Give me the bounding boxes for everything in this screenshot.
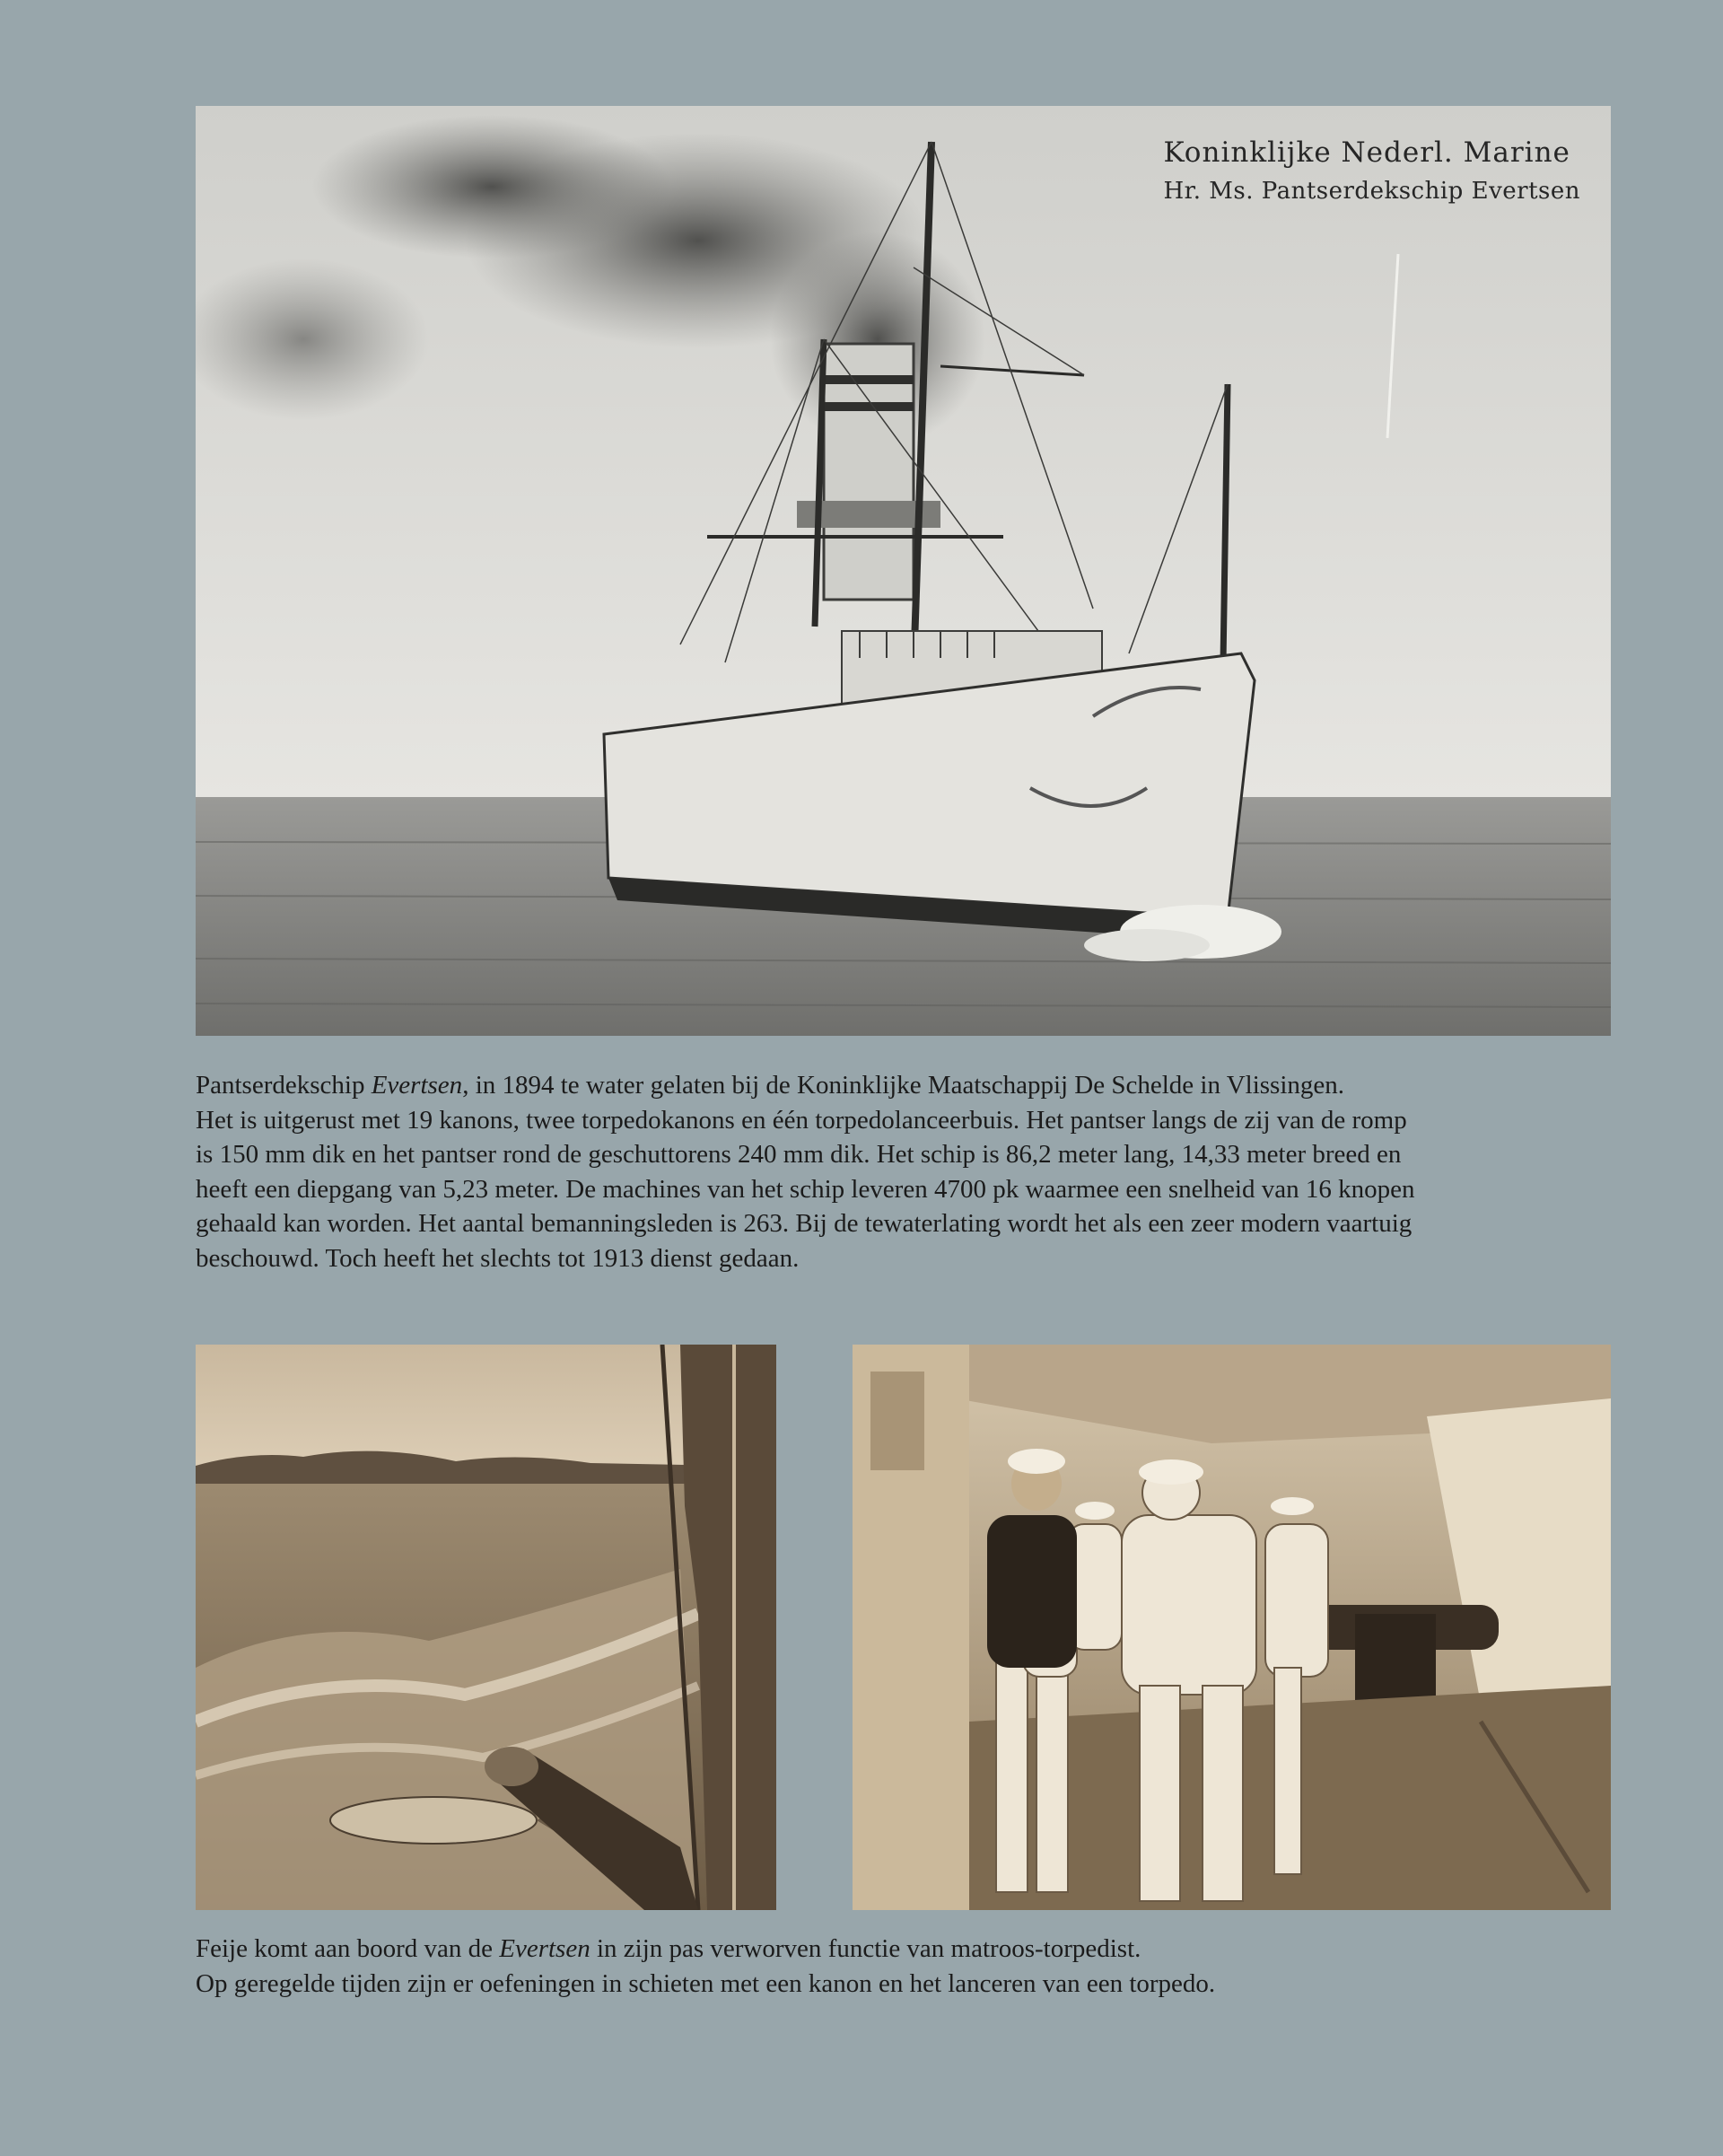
ship-caption [196,1068,1578,1275]
ship-caption-line-4: heeft een diepgang van 5,23 meter. De machines van het schip leveren 4700 pk waarmee een snelheid van 16 knopen [196,1174,1415,1204]
caption-text: in zijn pas verworven functie van matroos-torpedist. [590,1934,1141,1963]
ship-name-italic: Evertsen [371,1071,463,1100]
gun-crew-photo [853,1345,1611,1910]
warship-image [196,106,1611,1036]
ship-caption-line-2: Het is uitgerust met 19 kanons, twee torpedokanons en één torpedolanceerbuis. Het pantser langs de zij van de romp [196,1105,1407,1135]
postcard-inscription [1163,136,1580,205]
ship-name-italic: Evertsen [499,1934,590,1963]
torpedo-image [196,1345,776,1910]
ship-caption-line-5: gehaald kan worden. Het aantal bemanningsleden is 263. Bij de tewaterlating wordt het als een zeer modern vaartuig [196,1209,1413,1238]
crew-caption [196,1932,1578,2001]
ship-caption-line-3: is 150 mm dik en het pantser rond de geschuttorens 240 mm dik. Het schip is 86,2 meter lang, 14,33 meter breed en [196,1140,1402,1169]
ship-caption-line-6: beschouwd. Toch heeft het slechts tot 1913 dienst gedaan. [196,1243,800,1273]
caption-text: Pantserdekschip [196,1071,372,1100]
crew-caption-line-1 [196,1932,1578,1967]
torpedo-photo [196,1345,776,1910]
warship-photo [196,106,1611,1036]
postcard-subtitle: Hr. Ms. Pantserdekschip Evertsen [1163,178,1580,205]
gun-crew-image [853,1345,1611,1910]
caption-text: Feije komt aan boord van de [196,1934,500,1963]
ship-caption-line-1 [196,1068,1578,1103]
postcard-title: Koninklijke Nederl. Marine [1163,136,1570,169]
caption-text: , in 1894 te water gelaten bij de Koninklijke Maatschappij De Schelde in Vlissingen. [462,1071,1345,1100]
crew-caption-line-2: Op geregelde tijden zijn er oefeningen in schieten met een kanon en het lanceren van een torpedo. [196,1968,1216,1998]
